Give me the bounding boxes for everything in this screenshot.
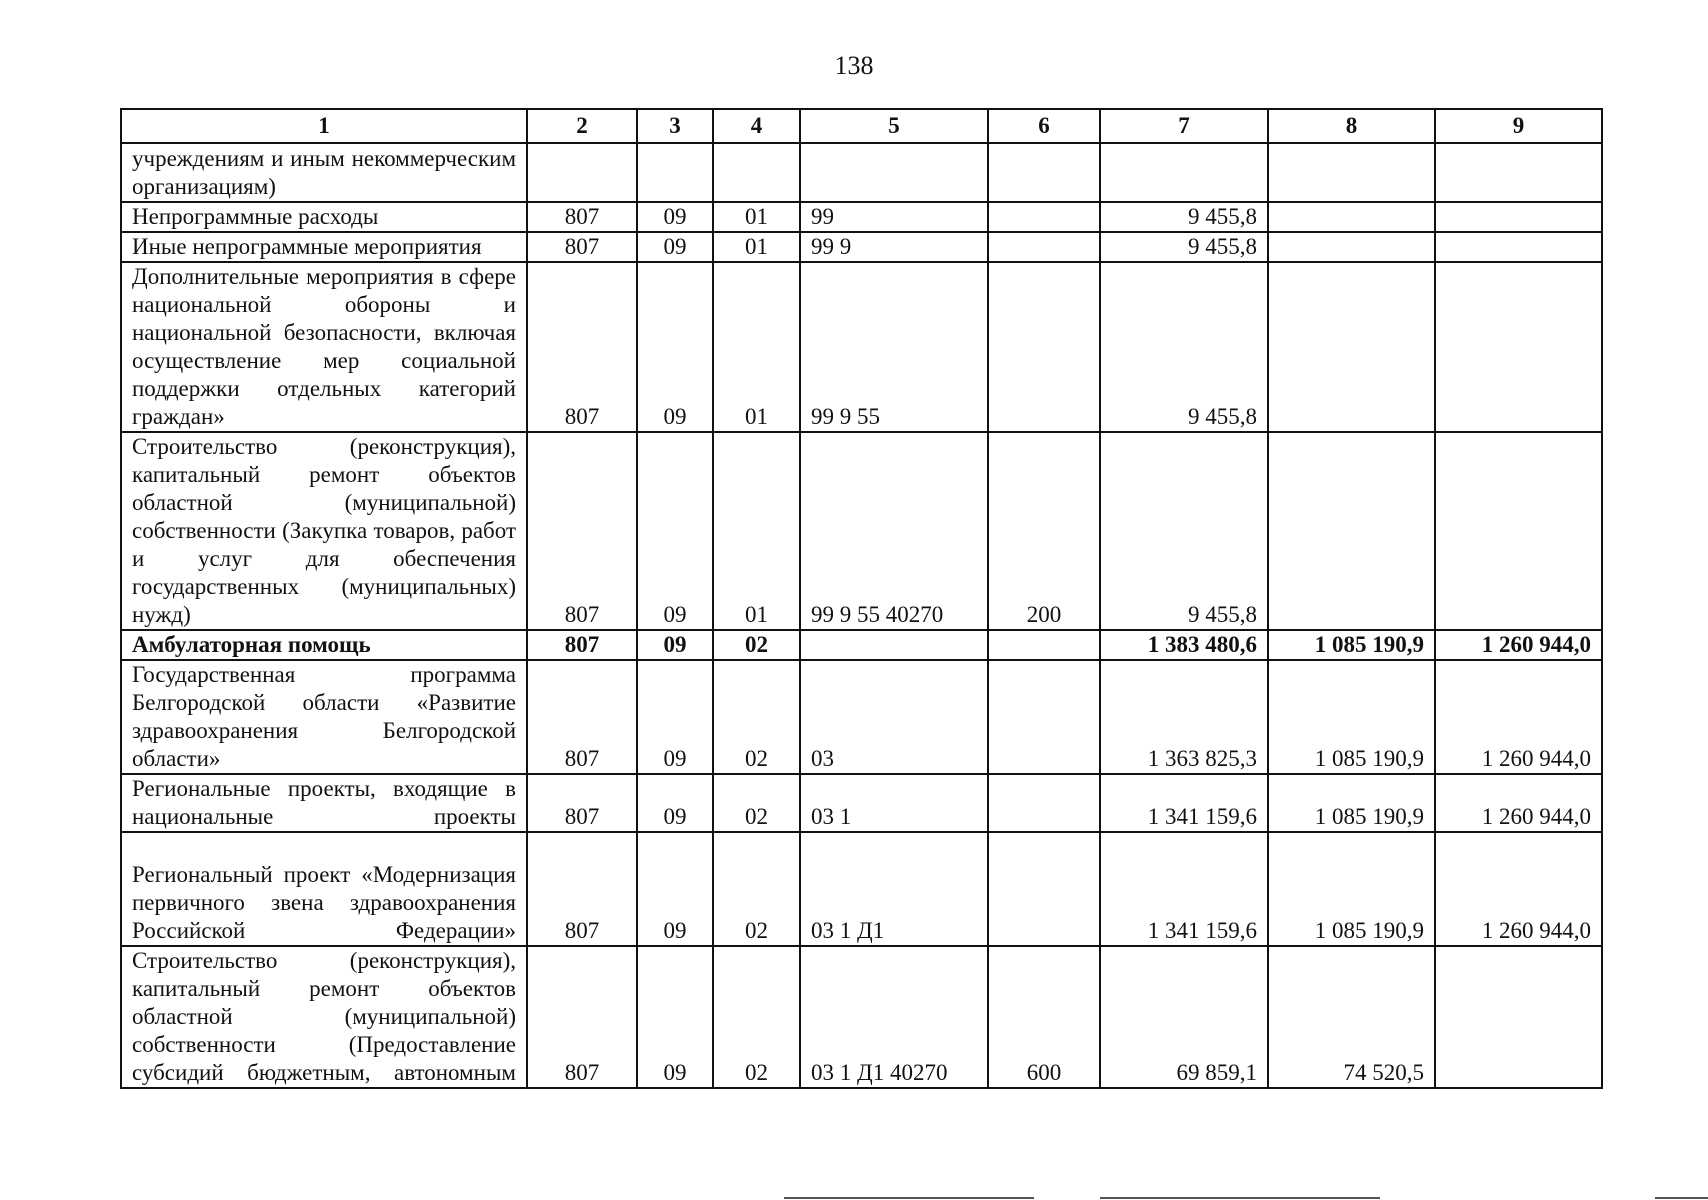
cell-ministry: 807	[527, 832, 637, 946]
header-cell: 3	[637, 109, 713, 143]
cell-section: 09	[637, 432, 713, 630]
cell-subsection: 01	[713, 262, 800, 432]
cell-subsection: 01	[713, 232, 800, 262]
table-row	[121, 832, 1602, 946]
footer-rule	[784, 1197, 1034, 1199]
cell-target: 99 9 55	[800, 262, 988, 432]
cell-amount-3	[1435, 143, 1602, 202]
cell-expense-type	[988, 232, 1100, 262]
cell-amount-3	[1435, 232, 1602, 262]
cell-amount-2: 1 085 190,9	[1268, 630, 1435, 660]
cell-amount-1: 1 383 480,6	[1100, 630, 1268, 660]
header-cell: 2	[527, 109, 637, 143]
header-cell: 7	[1100, 109, 1268, 143]
table-row	[121, 262, 1602, 432]
table-row	[121, 232, 1602, 262]
cell-section: 09	[637, 202, 713, 232]
cell-expense-type	[988, 202, 1100, 232]
cell-section: 09	[637, 232, 713, 262]
cell-target: 03 1 Д1 40270	[800, 946, 988, 1088]
cell-ministry: 807	[527, 202, 637, 232]
page-number: 138	[834, 51, 874, 80]
cell-amount-3	[1435, 946, 1602, 1088]
cell-target: 99 9 55 40270	[800, 432, 988, 630]
cell-subsection: 01	[713, 202, 800, 232]
header-cell: 5	[800, 109, 988, 143]
cell-amount-2	[1268, 143, 1435, 202]
table-row	[121, 432, 1602, 630]
cell-amount-3	[1435, 262, 1602, 432]
footer-rule	[1655, 1197, 1708, 1199]
cell-amount-3: 1 260 944,0	[1435, 832, 1602, 946]
row-name: Региональные проекты, входящие в национальные проекты	[121, 774, 527, 832]
cell-subsection: 02	[713, 946, 800, 1088]
header-row	[121, 109, 1602, 143]
cell-section	[637, 143, 713, 202]
header-cell: 1	[121, 109, 527, 143]
row-name: Непрограммные расходы	[121, 202, 527, 232]
row-name: Дополнительные мероприятия в сфере национальной обороны и национальной безопасности, включая осуществление мер социальной поддержки отдельных категорий граждан»	[121, 262, 527, 432]
row-name: Строительство (реконструкция), капитальный ремонт объектов областной (муниципальной) собственности (Предоставление субсидий бюджетным, автономным	[121, 946, 527, 1088]
table-row	[121, 946, 1602, 1088]
cell-ministry: 807	[527, 946, 637, 1088]
cell-ministry: 807	[527, 630, 637, 660]
cell-amount-3: 1 260 944,0	[1435, 774, 1602, 832]
cell-amount-3	[1435, 202, 1602, 232]
header-cell: 4	[713, 109, 800, 143]
row-name: Региональный проект «Модернизация первичного звена здравоохранения Российской Федерации»	[121, 832, 527, 946]
cell-section: 09	[637, 262, 713, 432]
cell-ministry: 807	[527, 774, 637, 832]
cell-expense-type	[988, 630, 1100, 660]
cell-amount-2: 1 085 190,9	[1268, 832, 1435, 946]
cell-amount-3: 1 260 944,0	[1435, 630, 1602, 660]
cell-amount-1: 1 363 825,3	[1100, 660, 1268, 774]
table-row	[121, 774, 1602, 832]
cell-amount-1: 1 341 159,6	[1100, 774, 1268, 832]
cell-amount-1: 9 455,8	[1100, 262, 1268, 432]
cell-ministry: 807	[527, 660, 637, 774]
cell-amount-1: 9 455,8	[1100, 202, 1268, 232]
cell-amount-1: 9 455,8	[1100, 432, 1268, 630]
cell-subsection: 02	[713, 774, 800, 832]
cell-subsection: 02	[713, 832, 800, 946]
cell-target: 03	[800, 660, 988, 774]
header-cell: 8	[1268, 109, 1435, 143]
table-row	[121, 202, 1602, 232]
cell-section: 09	[637, 630, 713, 660]
cell-amount-2: 74 520,5	[1268, 946, 1435, 1088]
cell-amount-1	[1100, 143, 1268, 202]
cell-ministry: 807	[527, 232, 637, 262]
cell-target: 99	[800, 202, 988, 232]
cell-section: 09	[637, 774, 713, 832]
cell-expense-type	[988, 143, 1100, 202]
cell-expense-type: 600	[988, 946, 1100, 1088]
cell-expense-type	[988, 832, 1100, 946]
cell-subsection: 02	[713, 630, 800, 660]
cell-section: 09	[637, 660, 713, 774]
cell-subsection: 01	[713, 432, 800, 630]
cell-section: 09	[637, 832, 713, 946]
table-row	[121, 143, 1602, 202]
cell-target: 03 1	[800, 774, 988, 832]
cell-expense-type: 200	[988, 432, 1100, 630]
header-cell: 9	[1435, 109, 1602, 143]
cell-amount-2	[1268, 202, 1435, 232]
cell-amount-2	[1268, 262, 1435, 432]
table-row	[121, 660, 1602, 774]
cell-amount-1: 1 341 159,6	[1100, 832, 1268, 946]
cell-section: 09	[637, 946, 713, 1088]
cell-amount-2	[1268, 432, 1435, 630]
cell-subsection	[713, 143, 800, 202]
cell-expense-type	[988, 262, 1100, 432]
budget-table	[120, 108, 1603, 1089]
table-row	[121, 630, 1602, 660]
cell-amount-2: 1 085 190,9	[1268, 660, 1435, 774]
cell-expense-type	[988, 660, 1100, 774]
cell-target: 99 9	[800, 232, 988, 262]
row-name: Иные непрограммные мероприятия	[121, 232, 527, 262]
cell-amount-3: 1 260 944,0	[1435, 660, 1602, 774]
cell-expense-type	[988, 774, 1100, 832]
cell-subsection: 02	[713, 660, 800, 774]
cell-amount-2	[1268, 232, 1435, 262]
header-cell: 6	[988, 109, 1100, 143]
cell-target: 03 1 Д1	[800, 832, 988, 946]
cell-ministry: 807	[527, 432, 637, 630]
cell-amount-1: 9 455,8	[1100, 232, 1268, 262]
cell-amount-3	[1435, 432, 1602, 630]
cell-amount-2: 1 085 190,9	[1268, 774, 1435, 832]
cell-ministry	[527, 143, 637, 202]
footer-rule	[1100, 1197, 1380, 1199]
row-name: учреждениям и иным некоммерческим организациям)	[121, 143, 527, 202]
row-name: Строительство (реконструкция), капитальный ремонт объектов областной (муниципальной) собственности (Закупка товаров, работ и услуг для обеспечения государственных (муниципальных) нужд)	[121, 432, 527, 630]
cell-ministry: 807	[527, 262, 637, 432]
cell-amount-1: 69 859,1	[1100, 946, 1268, 1088]
cell-target	[800, 630, 988, 660]
cell-target	[800, 143, 988, 202]
row-name: Амбулаторная помощь	[121, 630, 527, 660]
row-name: Государственная программа Белгородской области «Развитие здравоохранения Белгородской области»	[121, 660, 527, 774]
